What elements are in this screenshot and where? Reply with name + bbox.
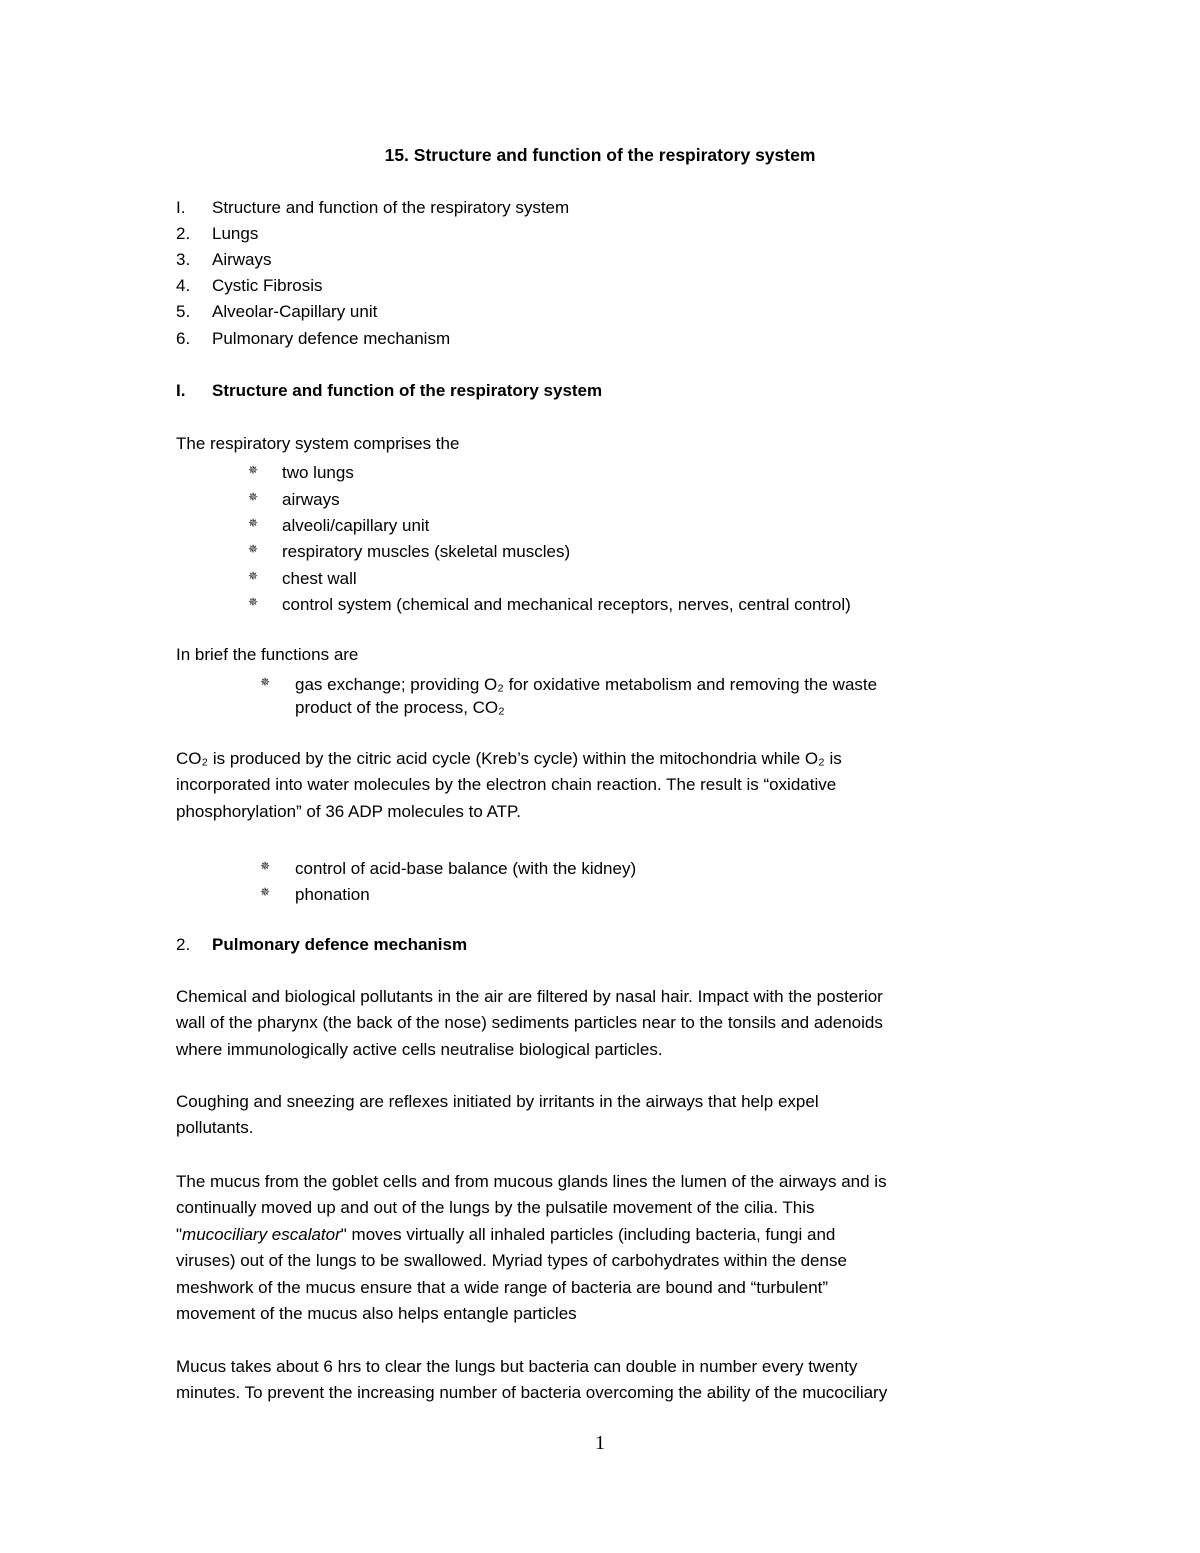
section-number: I. [176,381,186,400]
bullet-item [248,538,570,563]
bullet-item [248,486,340,511]
section-1-heading [176,380,602,402]
paragraph-line: Mucus takes about 6 hrs to clear the lungs but bacteria can double in number every twenty [176,1357,858,1376]
emphasis-term: mucociliary escalator [182,1224,341,1244]
paragraph-line: CO₂ is produced by the citric acid cycle (Kreb’s cycle) within the mitochondria while O₂ is [176,749,842,768]
quote-mark: " [176,1224,183,1244]
bullet-item [248,565,357,590]
bullet-item [248,512,429,537]
asterisk-bullet-icon: ✵ [260,675,271,689]
paragraph-line: pollutants. [176,1118,254,1138]
asterisk-bullet-icon: ✵ [248,463,259,477]
section-2-heading [176,934,467,956]
paragraph-line: meshwork of the mucus ensure that a wide range of bacteria are bound and “turbulent” [176,1277,829,1297]
toc-item-3 [176,249,272,271]
bullet-item [248,459,354,484]
bullet-text: chest wall [282,569,357,588]
toc-number: I. [176,198,186,217]
paragraph-line: where immunologically active cells neutralise biological particles. [176,1039,663,1059]
bullet-text: control of acid-base balance (with the kidney) [295,859,637,878]
bullet-text: respiratory muscles (skeletal muscles) [282,542,571,561]
bullet-item [260,855,636,880]
bullet-item [260,671,877,696]
bullet-text: control system (chemical and mechanical receptors, nerves, central control) [282,595,851,614]
toc-item-2 [176,223,258,245]
toc-item-4 [176,275,323,297]
defence-paragraph-1 [176,984,1036,1063]
page-number: 1 [595,1432,605,1454]
toc-text: Pulmonary defence mechanism [212,329,451,348]
bullet-text: gas exchange; providing O₂ for oxidative metabolism and removing the waste [295,675,878,694]
bullet-item [260,881,370,906]
section-heading-text: Structure and function of the respiratory system [212,381,603,400]
toc-text: Structure and function of the respiratory system [212,198,570,217]
paragraph-line: continually moved up and out of the lungs by the pulsatile movement of the cilia. This [176,1198,815,1218]
toc-text: Cystic Fibrosis [212,276,323,295]
section-1-intro: The respiratory system comprises the [176,434,460,453]
paragraph-line: phosphorylation” of 36 ADP molecules to ATP. [176,801,521,821]
asterisk-bullet-icon: ✵ [260,859,271,873]
toc-item-1 [176,197,569,219]
toc-text: Lungs [212,224,259,243]
toc-number: 3. [176,250,191,269]
asterisk-bullet-icon: ✵ [248,490,259,504]
paragraph-line: incorporated into water molecules by the electron chain reaction. The result is “oxidative [176,775,837,795]
paragraph-line: minutes. To prevent the increasing number of bacteria overcoming the ability of the mucociliary [176,1383,888,1403]
asterisk-bullet-icon: ✵ [260,885,271,899]
co2-paragraph [176,746,1036,825]
paragraph-line: Coughing and sneezing are reflexes initiated by irritants in the airways that help expel [176,1092,819,1111]
paragraph-line: Chemical and biological pollutants in the air are filtered by nasal hair. Impact with the posterior [176,987,883,1006]
paragraph-line: The mucus from the goblet cells and from mucous glands lines the lumen of the airways and is [176,1172,887,1191]
toc-number: 4. [176,276,191,295]
bullet-text: two lungs [282,463,354,482]
bullet-text: alveoli/capillary unit [282,516,430,535]
bullet-text: phonation [295,885,370,904]
paragraph-line: wall of the pharynx (the back of the nose) sediments particles near to the tonsils and adenoids [176,1013,883,1033]
toc-text: Airways [212,250,272,269]
toc-number: 2. [176,224,191,243]
defence-paragraph-2 [176,1089,1036,1142]
asterisk-bullet-icon: ✵ [248,569,259,583]
toc-number: 6. [176,329,191,348]
toc-item-5 [176,301,377,323]
bullet-item [248,591,851,616]
bullet-text: airways [282,490,340,509]
document-title: 15. Structure and function of the respiratory system [384,145,816,165]
section-heading-text: Pulmonary defence mechanism [212,935,468,954]
functions-intro: In brief the functions are [176,645,359,664]
defence-paragraph-3 [176,1169,1036,1327]
toc-item-6 [176,328,450,350]
defence-paragraph-4 [176,1354,1036,1407]
paragraph-line: viruses) out of the lungs to be swallowed. Myriad types of carbohydrates within the dense [176,1251,847,1271]
paragraph-line [176,1222,1036,1248]
paragraph-line: movement of the mucus also helps entangle particles [176,1304,577,1324]
paragraph-text: " moves virtually all inhaled particles (including bacteria, fungi and [340,1224,836,1244]
toc-text: Alveolar-Capillary unit [212,302,378,321]
asterisk-bullet-icon: ✵ [248,516,259,530]
section-number: 2. [176,935,191,954]
asterisk-bullet-icon: ✵ [248,542,259,556]
asterisk-bullet-icon: ✵ [248,595,259,609]
toc-number: 5. [176,302,191,321]
bullet-continuation: product of the process, CO₂ [295,698,505,717]
